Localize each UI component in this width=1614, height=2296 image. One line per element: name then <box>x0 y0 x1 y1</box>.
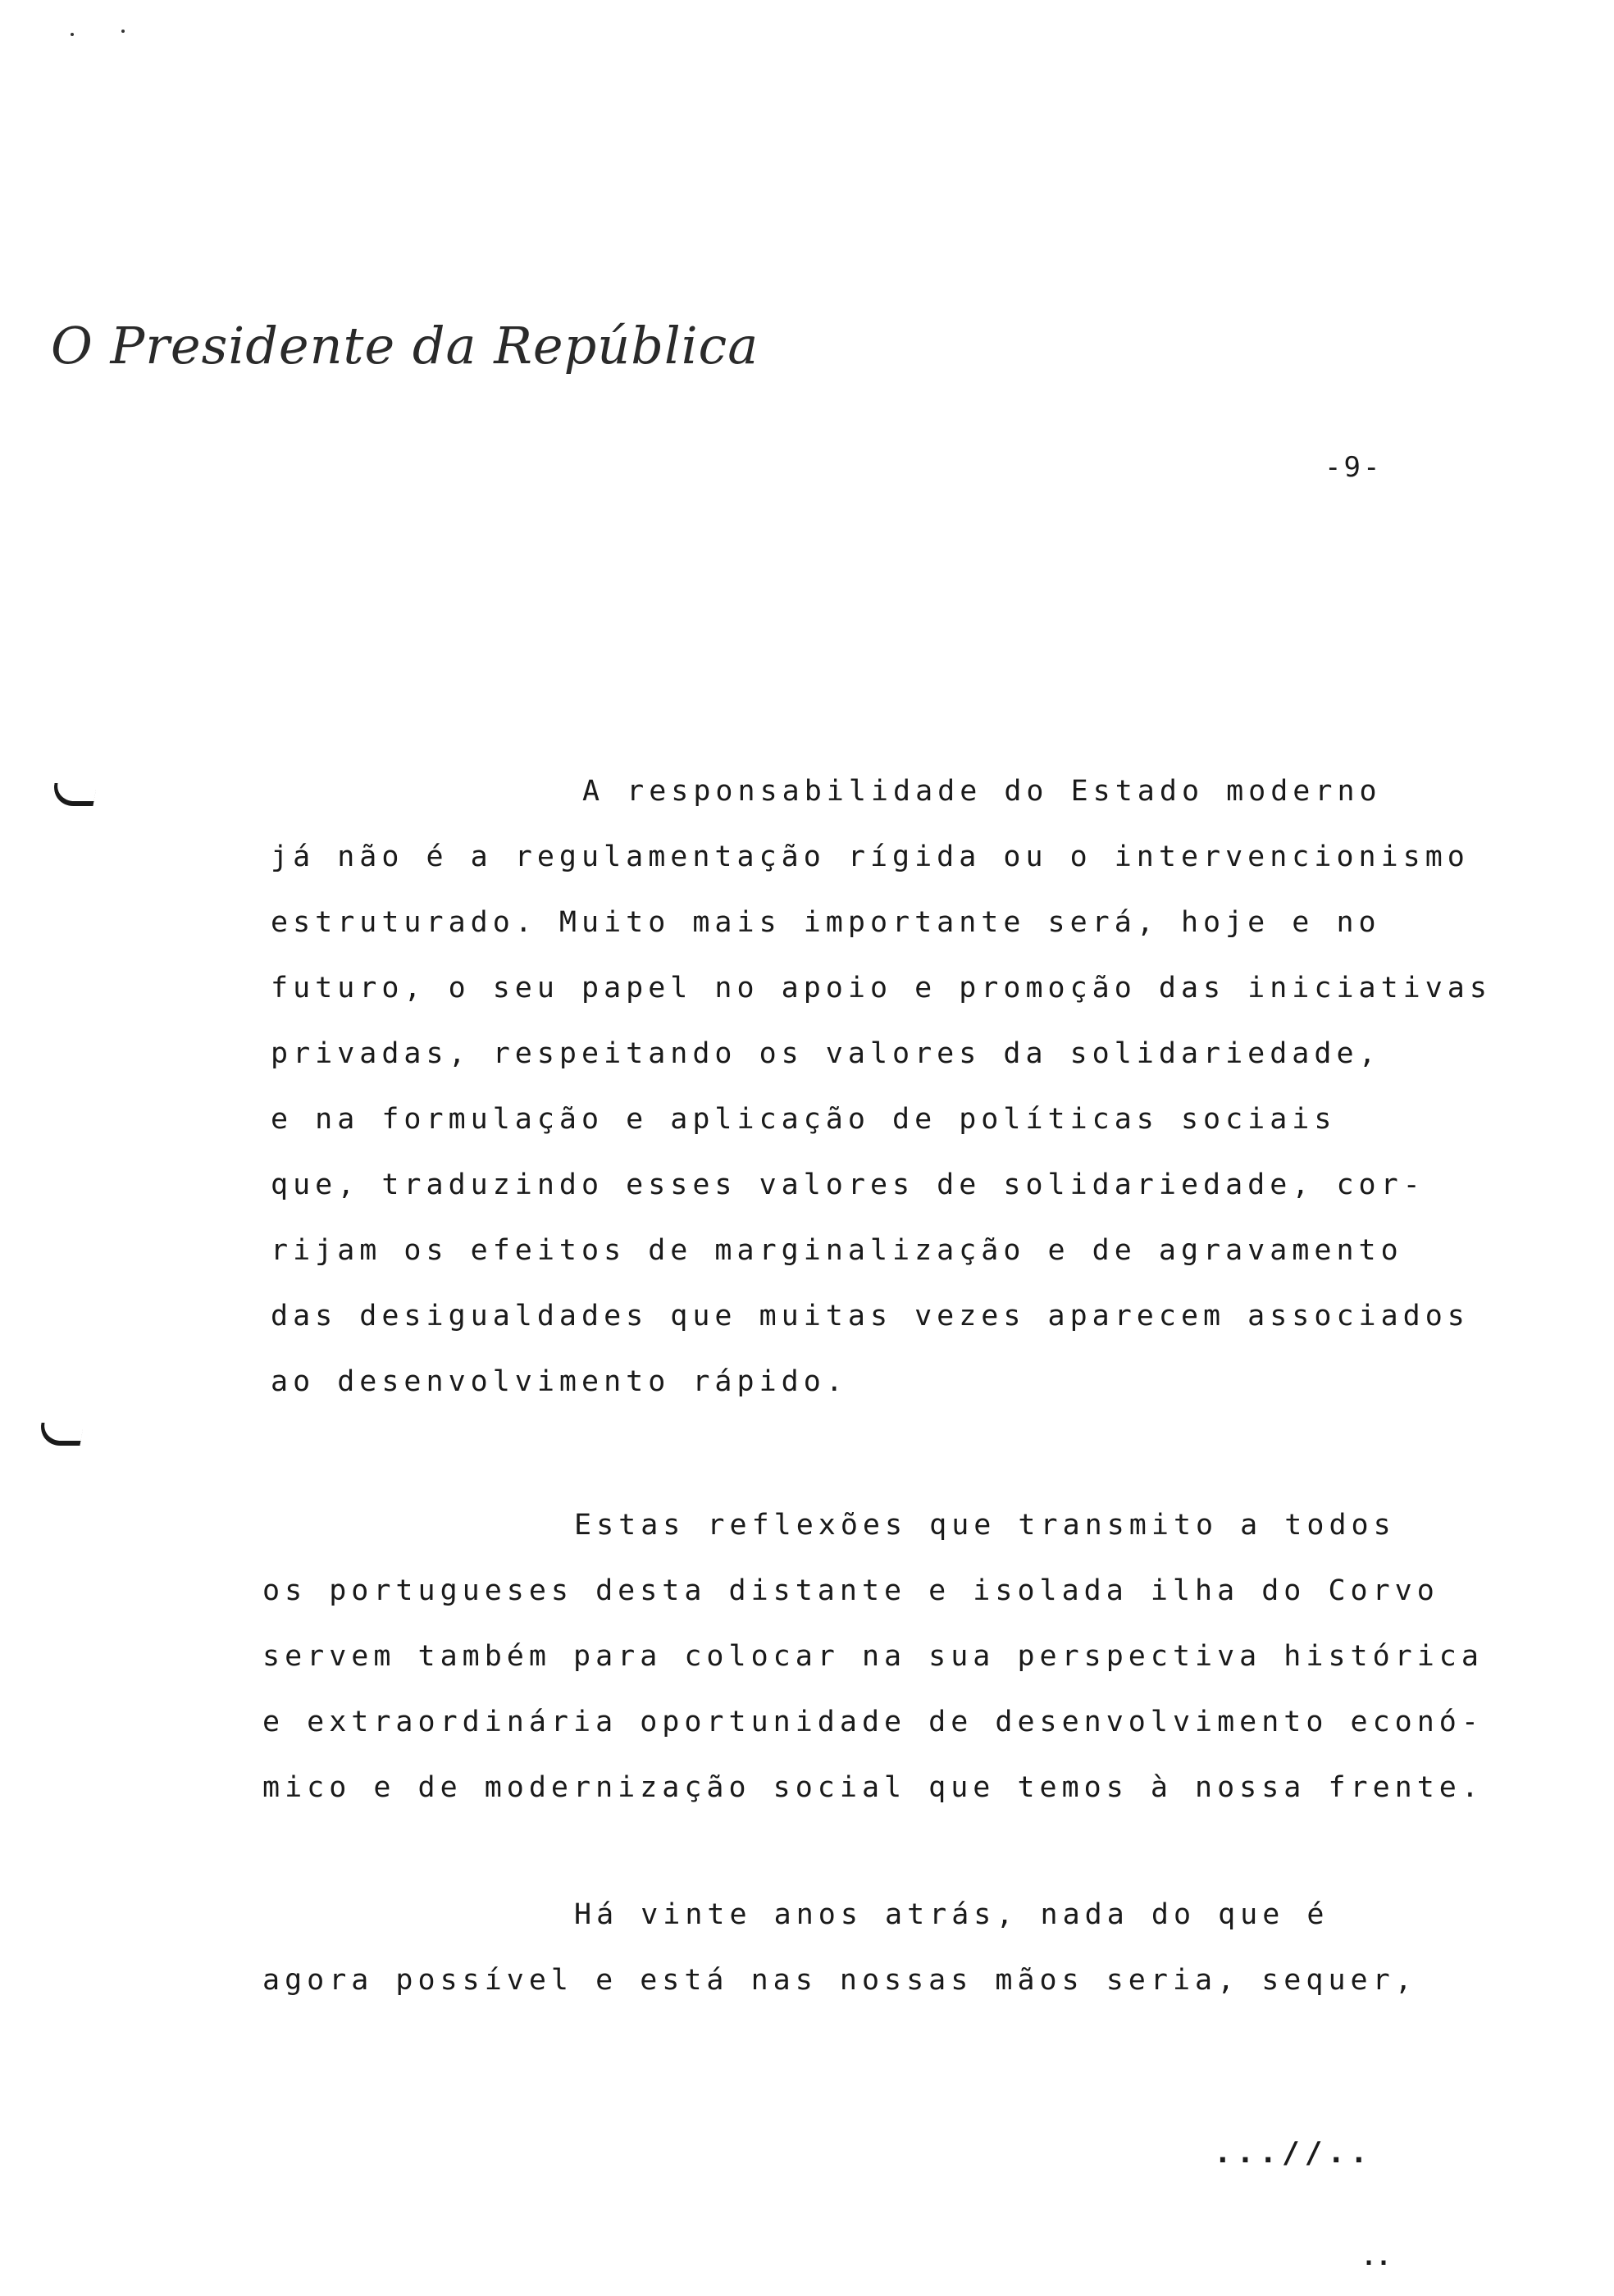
scan-artifact-dot <box>71 33 74 36</box>
paragraph-line: e extraordinária oportunidade de desenvolvimento econó- <box>262 1706 1484 1738</box>
paragraph-line: rijam os efeitos de marginalização e de agravamento <box>271 1234 1403 1267</box>
paragraph-line: Há vinte anos atrás, nada do que é <box>574 1898 1329 1931</box>
paragraph-line: servem também para colocar na sua perspectiva histórica <box>262 1640 1484 1673</box>
paragraph-line: A responsabilidade do Estado moderno <box>582 775 1382 808</box>
paragraph-line: já não é a regulamentação rígida ou o intervencionismo <box>271 840 1470 873</box>
paragraph-line: e na formulação e aplicação de políticas sociais <box>271 1103 1337 1136</box>
paragraph-line: agora possível e está nas nossas mãos seria, sequer, <box>262 1964 1417 1997</box>
paragraph-1 <box>271 758 1492 1414</box>
paragraph-line: Estas reflexões que transmito a todos <box>574 1509 1396 1542</box>
margin-bracket-mark <box>51 783 98 806</box>
paragraph-3 <box>262 1882 1417 2013</box>
paragraph-line: estruturado. Muito mais importante será, hoje e no <box>271 906 1381 939</box>
paragraph-2 <box>262 1492 1484 1820</box>
page-number: -9- <box>1324 451 1383 484</box>
paragraph-line: os portugueses desta distante e isolada ilha do Corvo <box>262 1574 1439 1607</box>
margin-bracket-mark <box>38 1423 84 1446</box>
paragraph-line: das desigualdades que muitas vezes aparecem associados <box>271 1300 1470 1332</box>
continuation-mark: ...//.. <box>1214 2136 1373 2170</box>
paragraph-line: privadas, respeitando os valores da solidariedade, <box>271 1037 1381 1070</box>
paragraph-line: mico e de modernização social que temos à nossa frente. <box>262 1771 1484 1804</box>
paragraph-line: futuro, o seu papel no apoio e promoção das iniciativas <box>271 972 1492 1004</box>
scan-artifact-dot <box>121 30 125 33</box>
bottom-mark: .. <box>1361 2243 1392 2271</box>
paragraph-line: ao desenvolvimento rápido. <box>271 1365 848 1398</box>
letterhead: O Presidente da República <box>51 316 759 376</box>
paragraph-line: que, traduzindo esses valores de solidariedade, cor- <box>271 1168 1425 1201</box>
